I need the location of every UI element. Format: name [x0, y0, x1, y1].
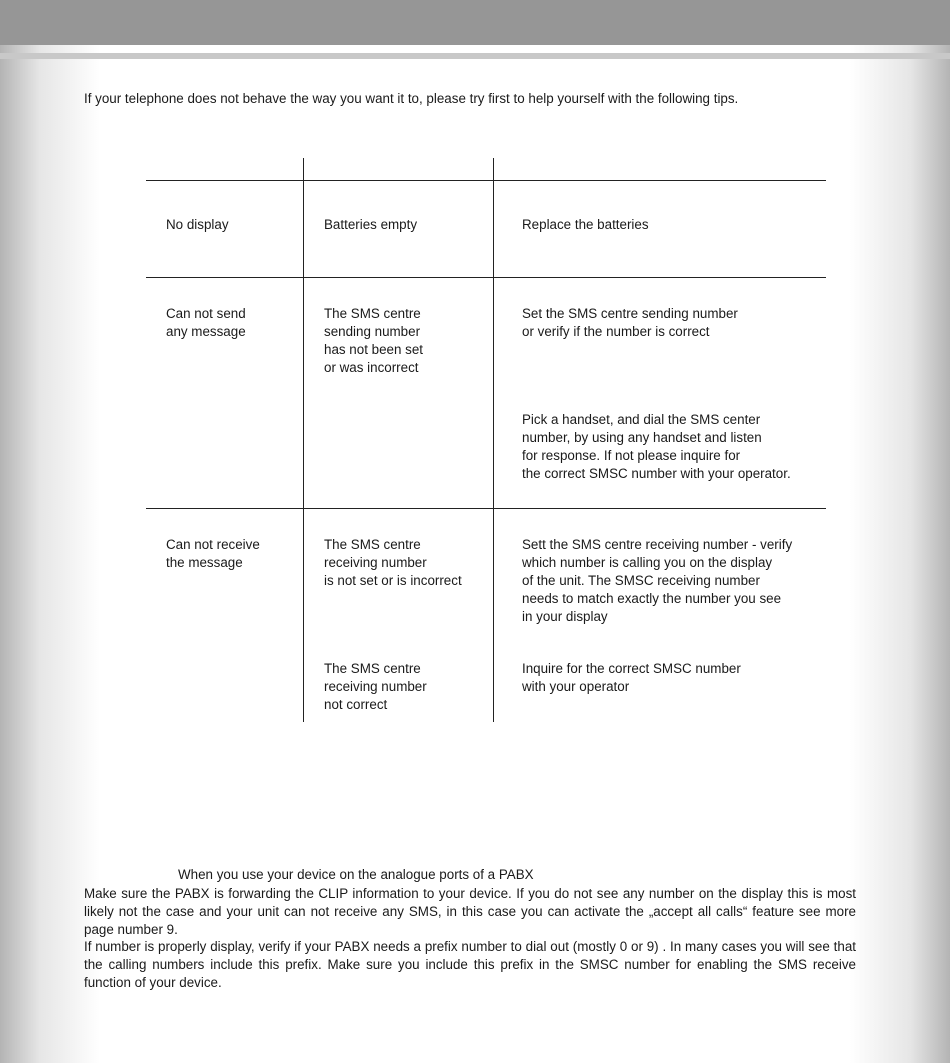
row1-cause: Batteries empty	[324, 217, 418, 232]
header-rule	[146, 180, 826, 181]
row3-cause-2: The SMS centre receiving number not correct	[324, 661, 427, 712]
row3-problem: Can not receive the message	[166, 537, 260, 570]
row2-solution-1: Set the SMS centre sending number or verify if the number is correct	[522, 306, 738, 339]
row2-cause: The SMS centre sending number has not been set or was incorrect	[324, 306, 424, 375]
column-divider-1	[303, 158, 304, 722]
pabx-paragraph-1: Make sure the PABX is forwarding the CLIP information to your device. If you do not see any number on the display this is most likely not the case and your unit can not receive any SMS, in this case you can activate the „accept all calls“ feature see more page number 9.	[84, 886, 856, 937]
row1-problem: No display	[166, 217, 229, 232]
pabx-paragraph-2: If number is properly display, verify if your PABX needs a prefix number to dial out (mostly 0 or 9) . In many cases you will see that the calling numbers include this prefix. Make sure you include this prefix in the SMSC number for enabling the SMS receive function of your device.	[84, 939, 856, 990]
row3-solution-2: Inquire for the correct SMSC number with your operator	[522, 661, 741, 694]
column-divider-2	[493, 158, 494, 722]
row2-problem: Can not send any message	[166, 306, 246, 339]
row3-cause-1: The SMS centre receiving number is not set or is incorrect	[324, 537, 462, 588]
header-divider	[0, 53, 950, 59]
row2-solution-2: Pick a handset, and dial the SMS center number, by using any handset and listen for response. If not please inquire for the correct SMSC number with your operator.	[522, 412, 791, 481]
row1-solution: Replace the batteries	[522, 217, 649, 232]
row3-solution-1: Sett the SMS centre receiving number - verify which number is calling you on the display of the unit. The SMSC receiving number needs to match exactly the number you see in your display	[522, 537, 793, 624]
intro-text: If your telephone does not behave the way you want it to, please try first to help yourself with the following tips.	[84, 91, 739, 106]
row-divider-1	[146, 277, 826, 278]
pabx-heading: When you use your device on the analogue ports of a PABX	[178, 867, 534, 882]
row-divider-2	[146, 508, 826, 509]
header-bar	[0, 0, 950, 45]
